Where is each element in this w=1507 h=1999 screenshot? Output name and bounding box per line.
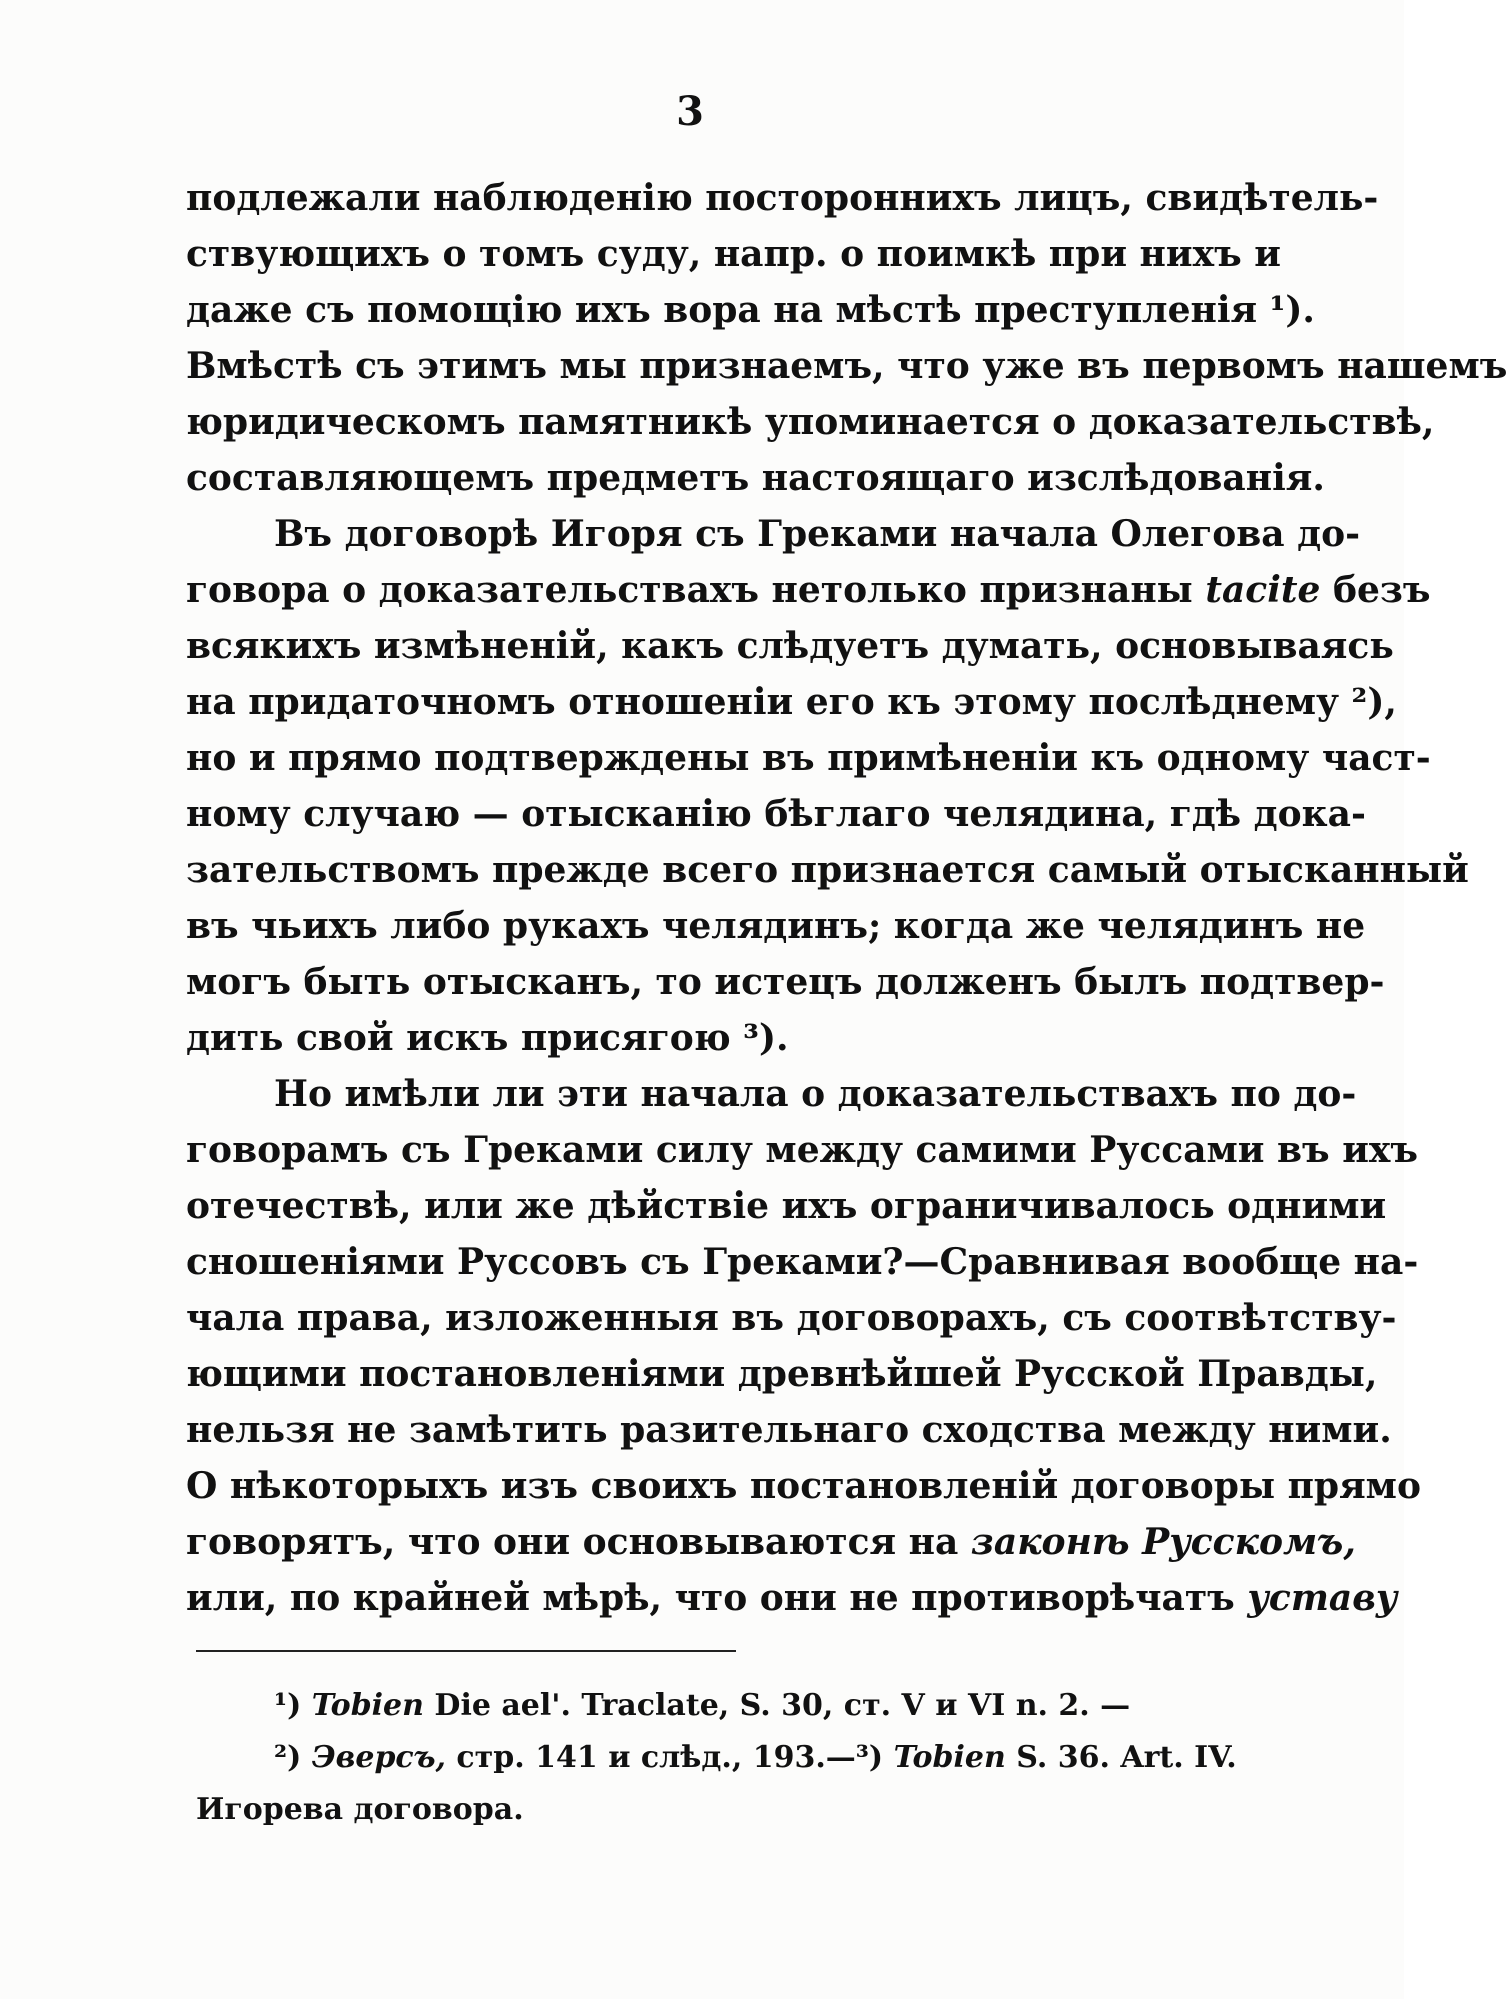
text-line: но и прямо подтверждены въ примѣненіи къ одному част- [186, 737, 1431, 779]
text-line: дить свой искъ присягою ³). [186, 1017, 789, 1059]
text-line-with-italic [186, 1514, 1356, 1570]
text-line: въ чьихъ либо рукахъ челядинъ; когда же челядинъ не [186, 905, 1366, 947]
body-text [186, 170, 1507, 1626]
text-line: ному случаю — отысканію бѣглаго челядина, гдѣ дока- [186, 793, 1366, 835]
italic-term: уставу [1247, 1577, 1398, 1619]
footnote-author: Tobien [311, 1688, 424, 1723]
footnote-3-continued: Игорева договора. [196, 1792, 524, 1827]
text-line: Въ договорѣ Игоря съ Греками начала Олегова до- [274, 513, 1361, 555]
page-number: 3 [676, 88, 704, 135]
footnote-2-3 [196, 1732, 1237, 1784]
footnote-text: Die ael'. Traclate, S. 30, ст. V и VI n. 2. — [434, 1688, 1131, 1723]
text-line: говорамъ съ Греками силу между самими Руссами въ ихъ [186, 1129, 1418, 1171]
text-line: всякихъ измѣненій, какъ слѣдуетъ думать, основываясь [186, 625, 1394, 667]
footnote-marker: ³) [855, 1740, 884, 1775]
paragraph-3 [186, 1066, 1421, 1626]
footnote-marker: ²) [274, 1740, 302, 1775]
footnote-1 [196, 1680, 1226, 1732]
text-segment: безъ [1332, 569, 1431, 611]
text-line: сношеніями Руссовъ съ Греками?—Сравнивая вообще на- [186, 1241, 1419, 1283]
text-line: составляющемъ предметъ настоящаго изслѣдованія. [186, 457, 1325, 499]
text-line: могъ быть отысканъ, то истецъ долженъ былъ подтвер- [186, 961, 1385, 1003]
text-line: подлежали наблюденію постороннихъ лицъ, свидѣтель- [186, 177, 1379, 219]
paragraph-2 [186, 506, 1469, 1066]
text-segment: говорятъ, что они основываются на [186, 1521, 959, 1563]
text-line: зательствомъ прежде всего признается самый отысканный [186, 849, 1469, 891]
text-line: юридическомъ памятникѣ упоминается о доказательствѣ, [186, 401, 1435, 443]
footnote-author: Tobien [893, 1740, 1006, 1775]
text-line: отечествѣ, или же дѣйствіе ихъ ограничивалось одними [186, 1185, 1387, 1227]
footnote-text: стр. 141 и слѣд., 193.— [456, 1740, 856, 1775]
text-segment: говора о доказательствахъ нетолько признаны [186, 569, 1193, 611]
text-line-with-italic [186, 1570, 1398, 1626]
footnote-author: Эверсъ, [311, 1740, 446, 1775]
paragraph-1 [186, 170, 1507, 506]
text-line: О нѣкоторыхъ изъ своихъ постановленій договоры прямо [186, 1465, 1421, 1507]
italic-term: tacite [1205, 569, 1321, 611]
text-line: чала права, изложенныя въ договорахъ, съ соотвѣтству- [186, 1297, 1397, 1339]
text-line: даже съ помощію ихъ вора на мѣстѣ преступленія ¹). [186, 289, 1315, 331]
text-segment: или, по крайней мѣрѣ, что они не противорѣчатъ [186, 1577, 1235, 1619]
italic-term: законѣ Русскомъ, [970, 1521, 1356, 1563]
text-line-with-italic [186, 562, 1431, 618]
text-line: ющими постановленіями древнѣйшей Русской Правды, [186, 1353, 1378, 1395]
text-line: на придаточномъ отношеніи его къ этому послѣднему ²), [186, 681, 1397, 723]
footnote-text: S. 36. Art. IV. [1016, 1740, 1237, 1775]
footnote-marker: ¹) [274, 1688, 302, 1723]
footnote-divider [196, 1650, 736, 1652]
text-line: нельзя не замѣтить разительнаго сходства между ними. [186, 1409, 1392, 1451]
text-line: Вмѣстѣ съ этимъ мы признаемъ, что уже въ первомъ нашемъ [186, 345, 1507, 387]
footnotes [196, 1680, 1237, 1836]
text-line: ствующихъ о томъ суду, напр. о поимкѣ при нихъ и [186, 233, 1281, 275]
text-line: Но имѣли ли эти начала о доказательствахъ по до- [274, 1073, 1357, 1115]
